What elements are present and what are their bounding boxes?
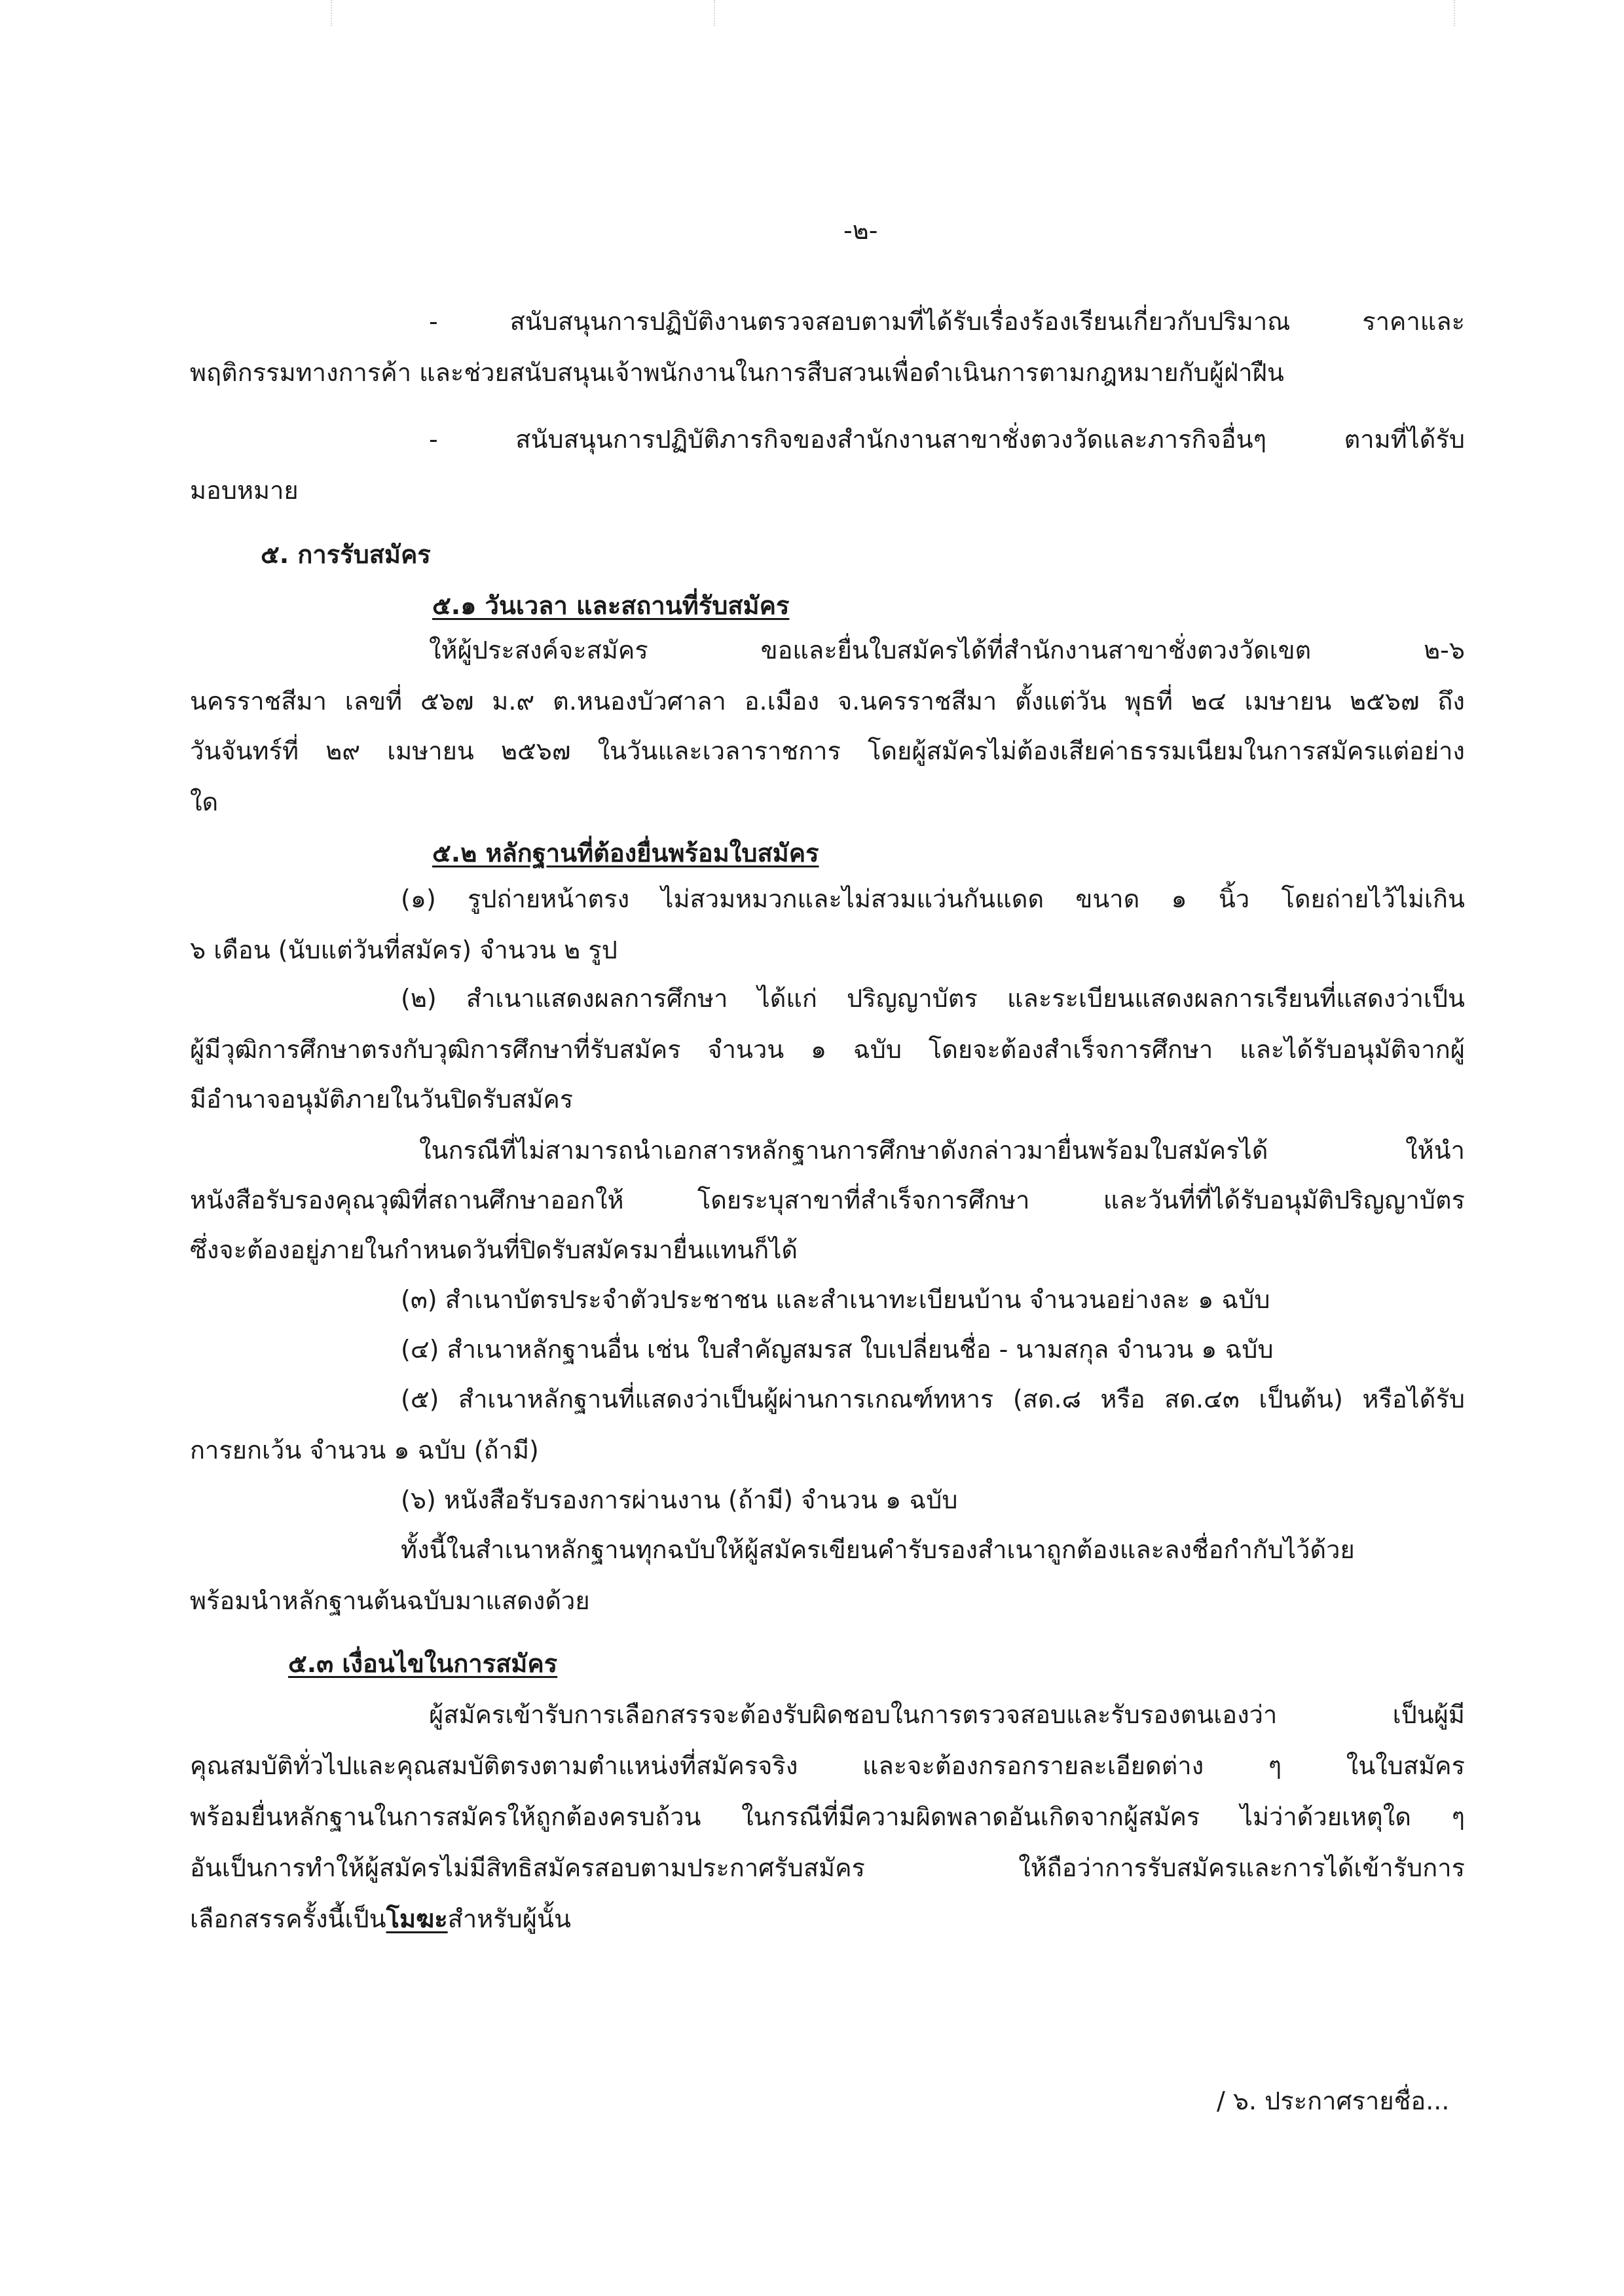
certify-line-2: พร้อมนำหลักฐานต้นฉบับมาแสดงด้วย — [190, 1586, 590, 1615]
section-5-heading: ๕. การรับสมัคร — [261, 540, 431, 569]
item-3: (๓) สำเนาบัตรประจำตัวประชาชน และสำเนาทะเบียนบ้าน จำนวนอย่างละ ๑ ฉบับ — [401, 1285, 1270, 1314]
section-5-1-line-4: ใด — [190, 788, 219, 816]
section-5-1-line-1: ให้ผู้ประสงค์จะสมัคร ขอและยื่นใบสมัครได้ที่สำนักงานสาขาชั่งตวงวัดเขต ๒-๖ — [429, 636, 1465, 665]
section-5-3-line-4: อันเป็นการทำให้ผู้สมัครไม่มีสิทธิสมัครสอบตามประกาศรับสมัคร ให้ถือว่าการรับสมัครและการได้เข้ารับการ — [190, 1853, 1465, 1882]
section-5-3-line-2: คุณสมบัติทั่วไปและคุณสมบัติตรงตามตำแหน่งที่สมัครจริง และจะต้องกรอกรายละเอียดต่าง ๆ ในใบสมัคร — [190, 1751, 1465, 1780]
item-2-line-1: (๒) สำเนาแสดงผลการศึกษา ได้แก่ ปริญญาบัตร และระเบียนแสดงผลการเรียนที่แสดงว่าเป็น — [401, 984, 1465, 1013]
item-6: (๖) หนังสือรับรองการผ่านงาน (ถ้ามี) จำนวน ๑ ฉบับ — [401, 1485, 958, 1514]
item-2-note-line-3: ซึ่งจะต้องอยู่ภายในกำหนดวันที่ปิดรับสมัครมายื่นแทนก็ได้ — [190, 1235, 798, 1264]
section-5-1-line-2: นครราชสีมา เลขที่ ๕๖๗ ม.๙ ต.หนองบัวศาลา อ.เมือง จ.นครราชสีมา ตั้งแต่วัน พุธที่ ๒๔ เมษายน ๒๕๖๗ ถึง — [190, 687, 1465, 716]
duty-line-4: มอบหมาย — [190, 476, 299, 505]
scan-mark-center — [714, 0, 716, 26]
item-2-line-3: มีอำนาจอนุมัติภายในวันปิดรับสมัคร — [190, 1085, 574, 1114]
certify-line-1: ทั้งนี้ในสำเนาหลักฐานทุกฉบับให้ผู้สมัครเขียนคำรับรองสำเนาถูกต้องและลงชื่อกำกับไว้ด้วย — [401, 1535, 1355, 1564]
duty-line-1: - สนับสนุนการปฏิบัติงานตรวจสอบตามที่ได้รับเรื่องร้องเรียนเกี่ยวกับปริมาณ ราคาและ — [429, 307, 1465, 336]
duty-line-2: พฤติกรรมทางการค้า และช่วยสนับสนุนเจ้าพนักงานในการสืบสวนเพื่อดำเนินการตามกฎหมายกับผู้ฝ่าฝืน — [190, 358, 1284, 387]
section-5-3-line-1: ผู้สมัครเข้ารับการเลือกสรรจะต้องรับผิดชอบในการตรวจสอบและรับรองตนเองว่า เป็นผู้มี — [429, 1700, 1465, 1729]
section-5-1-line-3: วันจันทร์ที่ ๒๙ เมษายน ๒๕๖๗ ในวันและเวลาราชการ โดยผู้สมัครไม่ต้องเสียค่าธรรมเนียมในการสมัครแต่อย่าง — [190, 737, 1465, 765]
item-1-line-2: ๖ เดือน (นับแต่วันที่สมัคร) จำนวน ๒ รูป — [190, 936, 618, 964]
scan-mark-right — [1454, 0, 1456, 26]
item-2-note-line-2: หนังสือรับรองคุณวุฒิที่สถานศึกษาออกให้ โดยระบุสาขาที่สำเร็จการศึกษา และวันที่ที่ได้รับอนุมัติปริญญาบัตร — [190, 1186, 1465, 1214]
section-5-3-line-3: พร้อมยื่นหลักฐานในการสมัครให้ถูกต้องครบถ้วน ในกรณีที่มีความผิดพลาดอันเกิดจากผู้สมัคร ไม่ว่าด้วยเหตุใด ๆ — [190, 1802, 1465, 1831]
last-line-after: สำหรับผู้นั้น — [447, 1904, 571, 1933]
item-5-line-1: (๕) สำเนาหลักฐานที่แสดงว่าเป็นผู้ผ่านการเกณฑ์ทหาร (สด.๘ หรือ สด.๔๓ เป็นต้น) หรือได้รับ — [401, 1385, 1465, 1413]
section-5-3-heading: ๕.๓ เงื่อนไขในการสมัคร — [288, 1649, 558, 1678]
scan-mark-left — [331, 0, 333, 26]
void-emphasis: โมฆะ — [386, 1904, 448, 1933]
item-2-note-line-1: ในกรณีที่ไม่สามารถนำเอกสารหลักฐานการศึกษาดังกล่าวมายื่นพร้อมใบสมัครได้ ให้นำ — [419, 1136, 1465, 1165]
page-number: -๒- — [843, 216, 878, 245]
last-line-before: เลือกสรรครั้งนี้เป็น — [190, 1904, 386, 1933]
section-5-1-heading: ๕.๑ วันเวลา และสถานที่รับสมัคร — [432, 591, 790, 620]
item-1-line-1: (๑) รูปถ่ายหน้าตรง ไม่สวมหมวกและไม่สวมแว่นกันแดด ขนาด ๑ นิ้ว โดยถ่ายไว้ไม่เกิน — [401, 884, 1465, 913]
duty-line-3: - สนับสนุนการปฏิบัติภารกิจของสำนักงานสาขาชั่งตวงวัดและภารกิจอื่นๆ ตามที่ได้รับ — [429, 425, 1465, 454]
next-page-marker: / ๖. ประกาศรายชื่อ... — [1217, 2086, 1450, 2115]
item-2-line-2: ผู้มีวุฒิการศึกษาตรงกับวุฒิการศึกษาที่รับสมัคร จำนวน ๑ ฉบับ โดยจะต้องสำเร็จการศึกษา และได้รับอนุมัติจากผู้ — [190, 1035, 1465, 1064]
item-5-line-2: การยกเว้น จำนวน ๑ ฉบับ (ถ้ามี) — [190, 1436, 539, 1465]
section-5-3-line-5 — [190, 1902, 571, 1936]
section-5-2-heading: ๕.๒ หลักฐานที่ต้องยื่นพร้อมใบสมัคร — [432, 839, 819, 867]
item-4: (๔) สำเนาหลักฐานอื่น เช่น ใบสำคัญสมรส ใบเปลี่ยนชื่อ - นามสกุล จำนวน ๑ ฉบับ — [401, 1335, 1274, 1364]
